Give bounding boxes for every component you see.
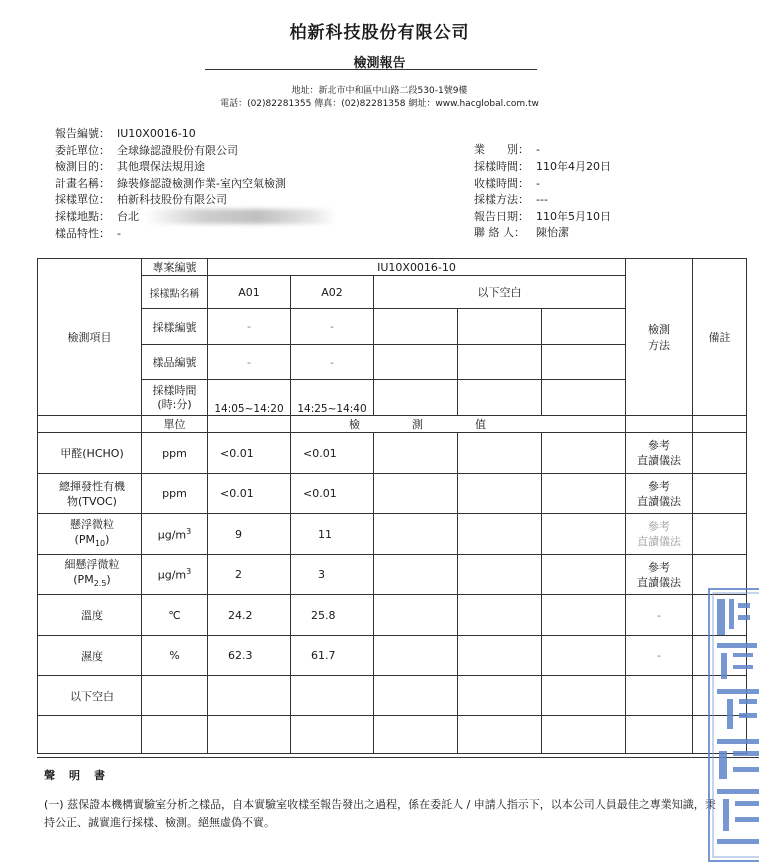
blank-label: 以下空白: [374, 276, 626, 309]
row-pm25-name: [38, 555, 142, 595]
report-info-right: [474, 159, 611, 242]
empty-cell: [142, 676, 208, 716]
row-value-a02: <0.01: [291, 474, 374, 514]
empty-cell: [626, 676, 693, 716]
empty-cell: [291, 676, 374, 716]
row-hcho-name: 甲醛(HCHO): [38, 433, 142, 474]
info-label: 聯 絡 人：: [474, 226, 525, 240]
row-value-a01: <0.01: [208, 474, 291, 514]
row-unit: %: [142, 636, 208, 676]
seal-stroke: [733, 767, 759, 772]
seal-stroke: [723, 799, 729, 831]
seal-stroke: [738, 603, 750, 608]
info-label: 報告編號：: [55, 127, 110, 140]
empty-cell: [542, 555, 626, 595]
company-name: 柏新科技股份有限公司: [289, 23, 470, 43]
seal-stroke: [717, 643, 757, 648]
info-value: 柏新科技股份有限公司: [117, 193, 227, 207]
seal-stroke: [719, 751, 727, 779]
empty-cell: [542, 595, 626, 636]
empty-cell: [208, 676, 291, 716]
row-unit: ppm: [142, 433, 208, 474]
info-row-sampling-date: [474, 159, 611, 176]
time-label: [142, 380, 208, 416]
table-row: [38, 676, 747, 716]
time-label-line2: (時:分): [157, 397, 192, 411]
empty-cell: [693, 514, 747, 555]
empty-cell: [458, 595, 542, 636]
empty-cell: [458, 380, 542, 416]
empty-cell: [542, 514, 626, 555]
values-label: [291, 416, 626, 433]
info-row-report-no: [55, 126, 286, 143]
empty-cell: [38, 416, 142, 433]
empty-cell: [542, 309, 626, 345]
info-row-sampling-unit: [55, 192, 286, 209]
seal-stroke: [733, 653, 753, 657]
empty-cell: [374, 595, 458, 636]
info-value: 全球綠認證股份有限公司: [117, 143, 238, 157]
empty-cell: [542, 433, 626, 474]
seal-glyph-strokes: [717, 599, 759, 844]
method-header-text: 檢測 方法: [648, 323, 671, 352]
report-title: 檢測報告: [353, 56, 406, 71]
seal-stroke: [729, 599, 734, 629]
info-value: 陳怡潔: [536, 226, 569, 240]
time-a02: 14:25~14:40: [291, 380, 374, 416]
values-label-char: 檢: [349, 418, 360, 431]
empty-cell: [374, 433, 458, 474]
empty-cell: [458, 636, 542, 676]
seal-stroke: [727, 699, 733, 729]
info-value: IU10X0016-10: [117, 127, 196, 140]
row-temperature-name: 溫度: [38, 595, 142, 636]
seal-stroke: [735, 801, 759, 806]
row-unit: ppm: [142, 474, 208, 514]
seal-stroke: [739, 699, 757, 704]
row-pm10-name: [38, 514, 142, 555]
empty-cell: [374, 716, 458, 754]
table-row: [38, 474, 747, 514]
point-a01: A01: [208, 276, 291, 309]
info-row-method: [474, 192, 611, 209]
empty-cell: [693, 416, 747, 433]
item-no-a01: -: [208, 345, 291, 380]
empty-cell: [542, 345, 626, 380]
info-label: 採樣時間：: [474, 160, 529, 173]
company-contact: 電話：(02)82281355 傳真：(02)82281358 網址：www.hacglobal.com.tw: [220, 99, 539, 109]
empty-cell: [374, 636, 458, 676]
sample-no-a01: -: [208, 309, 291, 345]
empty-cell: [626, 716, 693, 754]
empty-cell: [458, 309, 542, 345]
info-label: 收樣時間：: [474, 176, 529, 190]
name-subscript: 10: [94, 539, 106, 549]
name-line1: 總揮發性有機: [59, 479, 125, 493]
method-line1: 參考: [648, 439, 671, 452]
table-row: [38, 595, 747, 636]
official-seal-stamp: [703, 585, 759, 865]
seal-stroke: [717, 739, 759, 744]
time-a01: 14:05~14:20: [208, 380, 291, 416]
empty-cell: [291, 716, 374, 754]
info-row-receive-date: [474, 176, 611, 193]
row-method: [626, 514, 693, 555]
info-value: 綠裝修認證檢測作業-室內空氣檢測: [117, 176, 286, 190]
empty-cell: [374, 309, 458, 345]
row-value-a02: 25.8: [291, 595, 374, 636]
table-row: [38, 514, 747, 555]
info-row-project: [55, 176, 286, 193]
method-line2: 直讀儀法: [637, 494, 682, 508]
row-value-a02: <0.01: [291, 433, 374, 474]
seal-stroke: [721, 653, 727, 679]
item-no-label: 樣品編號: [142, 345, 208, 380]
seal-stroke: [733, 665, 753, 669]
results-table: [37, 258, 747, 754]
seal-stroke: [735, 817, 759, 822]
point-a02: A02: [291, 276, 374, 309]
empty-cell: [542, 474, 626, 514]
info-label: 檢測目的：: [55, 160, 110, 174]
project-no: IU10X0016-10: [208, 259, 626, 276]
info-row-client: [55, 143, 286, 160]
info-row-purpose: [55, 159, 286, 176]
method-line2: 直讀儀法: [637, 535, 682, 548]
seal-stroke: [717, 599, 725, 635]
name-subscript: 2.5: [93, 579, 107, 589]
empty-cell: [542, 380, 626, 416]
info-value: 其他環保法規用途: [117, 160, 205, 174]
info-value: -: [536, 143, 540, 156]
row-value-a01: <0.01: [208, 433, 291, 474]
row-value-a02: 61.7: [291, 636, 374, 676]
empty-cell: [626, 416, 693, 433]
sample-no-a02: -: [291, 309, 374, 345]
table-row: [38, 716, 747, 754]
name-line2: (PM: [74, 532, 95, 546]
redacted-address-blur: [145, 209, 335, 224]
info-value: 110年4月20日: [536, 160, 611, 173]
row-value-a01: 62.3: [208, 636, 291, 676]
info-value: ---: [536, 193, 548, 207]
empty-cell: [374, 474, 458, 514]
name-line3: ): [105, 532, 110, 546]
report-info-left: [55, 126, 286, 242]
time-label-line1: 採樣時間: [152, 383, 197, 397]
row-value-a01: 9: [208, 514, 291, 555]
row-tvoc-name: [38, 474, 142, 514]
name-line1: 細懸浮微粒: [64, 558, 120, 572]
seal-stroke: [717, 689, 759, 694]
row-unit: [142, 555, 208, 595]
values-label-char: 測: [412, 418, 423, 431]
method-line1: 參考: [648, 560, 671, 574]
report-info-industry: [474, 142, 540, 159]
row-value-a01: 2: [208, 555, 291, 595]
method-line2: 直讀儀法: [637, 454, 682, 467]
info-label: 計畫名稱：: [55, 176, 110, 190]
values-label-char: 值: [475, 418, 486, 431]
table-row: [38, 555, 747, 595]
method-line1: 參考: [648, 479, 671, 493]
method-line1: 參考: [648, 520, 671, 533]
info-label: 報告日期：: [474, 209, 529, 223]
company-address: 地址：新北市中和區中山路二段530-1號9樓: [291, 86, 468, 96]
info-value: 台北: [117, 209, 139, 223]
row-value-a02: 3: [291, 555, 374, 595]
title-underline: [205, 69, 537, 70]
empty-cell: [38, 716, 142, 754]
empty-cell: [693, 433, 747, 474]
name-line2: (PM: [73, 573, 94, 587]
empty-cell: [374, 380, 458, 416]
unit-superscript: 3: [186, 567, 192, 577]
sample-no-label: 採樣編號: [142, 309, 208, 345]
info-label: 採樣單位：: [55, 193, 110, 207]
unit-superscript: 3: [186, 526, 192, 536]
table-row: [38, 433, 747, 474]
info-value: -: [117, 226, 121, 240]
empty-cell: [542, 716, 626, 754]
row-blank-name: 以下空白: [38, 676, 142, 716]
empty-cell: [542, 676, 626, 716]
method-header: [626, 259, 693, 416]
unit-label: 單位: [142, 416, 208, 433]
seal-stroke: [739, 713, 757, 718]
info-label: 業 別：: [474, 143, 529, 156]
info-value: 110年5月10日: [536, 209, 611, 223]
declaration-text: (一) 茲保證本機構實驗室分析之樣品，自本實驗室收樣至報告發出之過程，係在委託人 / 申請人指示下，以本公司人員最佳之專業知識，秉持公正、誠實進行採樣、檢測。絕無虛偽不實。: [44, 798, 716, 829]
seal-stroke: [738, 615, 750, 620]
point-name-label: 採樣點名稱: [142, 276, 208, 309]
table-row: [38, 636, 747, 676]
info-value: -: [536, 176, 540, 190]
info-label: 採樣地點：: [55, 209, 110, 223]
name-line1: 懸浮微粒: [70, 517, 114, 531]
row-unit: [142, 514, 208, 555]
name-line2: 物(TVOC): [67, 494, 117, 508]
info-row-contact: [474, 225, 611, 242]
row-unit: ℃: [142, 595, 208, 636]
item-no-a02: -: [291, 345, 374, 380]
empty-cell: [142, 716, 208, 754]
empty-cell: [458, 676, 542, 716]
info-label: 樣品特性：: [55, 226, 110, 240]
declaration-divider: [37, 757, 759, 758]
row-humidity-name: 濕度: [38, 636, 142, 676]
empty-cell: [458, 555, 542, 595]
method-line2: 直讀儀法: [637, 575, 682, 589]
empty-cell: [458, 474, 542, 514]
row-method: [626, 555, 693, 595]
unit-text: μg/m: [157, 528, 187, 542]
row-method: -: [626, 595, 693, 636]
empty-cell: [374, 676, 458, 716]
empty-cell: [374, 514, 458, 555]
test-item-header: 檢測項目: [38, 259, 142, 416]
empty-cell: [374, 345, 458, 380]
seal-stroke: [717, 789, 759, 794]
info-row-sample-type: [55, 226, 286, 243]
info-row-report-date: [474, 209, 611, 226]
info-label: 委託單位：: [55, 143, 110, 157]
row-value-a01: 24.2: [208, 595, 291, 636]
row-method: -: [626, 636, 693, 676]
empty-cell: [458, 716, 542, 754]
empty-cell: [208, 716, 291, 754]
empty-cell: [458, 514, 542, 555]
project-no-label: 專案編號: [142, 259, 208, 276]
info-label: 採樣方法：: [474, 193, 529, 207]
seal-stroke: [733, 751, 759, 756]
empty-cell: [374, 555, 458, 595]
remark-header: 備註: [693, 259, 747, 416]
empty-cell: [693, 474, 747, 514]
empty-cell: [458, 345, 542, 380]
row-method: [626, 433, 693, 474]
row-value-a02: 11: [291, 514, 374, 555]
empty-cell: [542, 636, 626, 676]
seal-stroke: [717, 839, 759, 844]
name-line3: ): [106, 573, 111, 587]
unit-text: μg/m: [157, 568, 187, 582]
row-method: [626, 474, 693, 514]
empty-cell: [458, 433, 542, 474]
empty-cell: [208, 416, 291, 433]
declaration-title: 聲明書: [44, 769, 119, 782]
